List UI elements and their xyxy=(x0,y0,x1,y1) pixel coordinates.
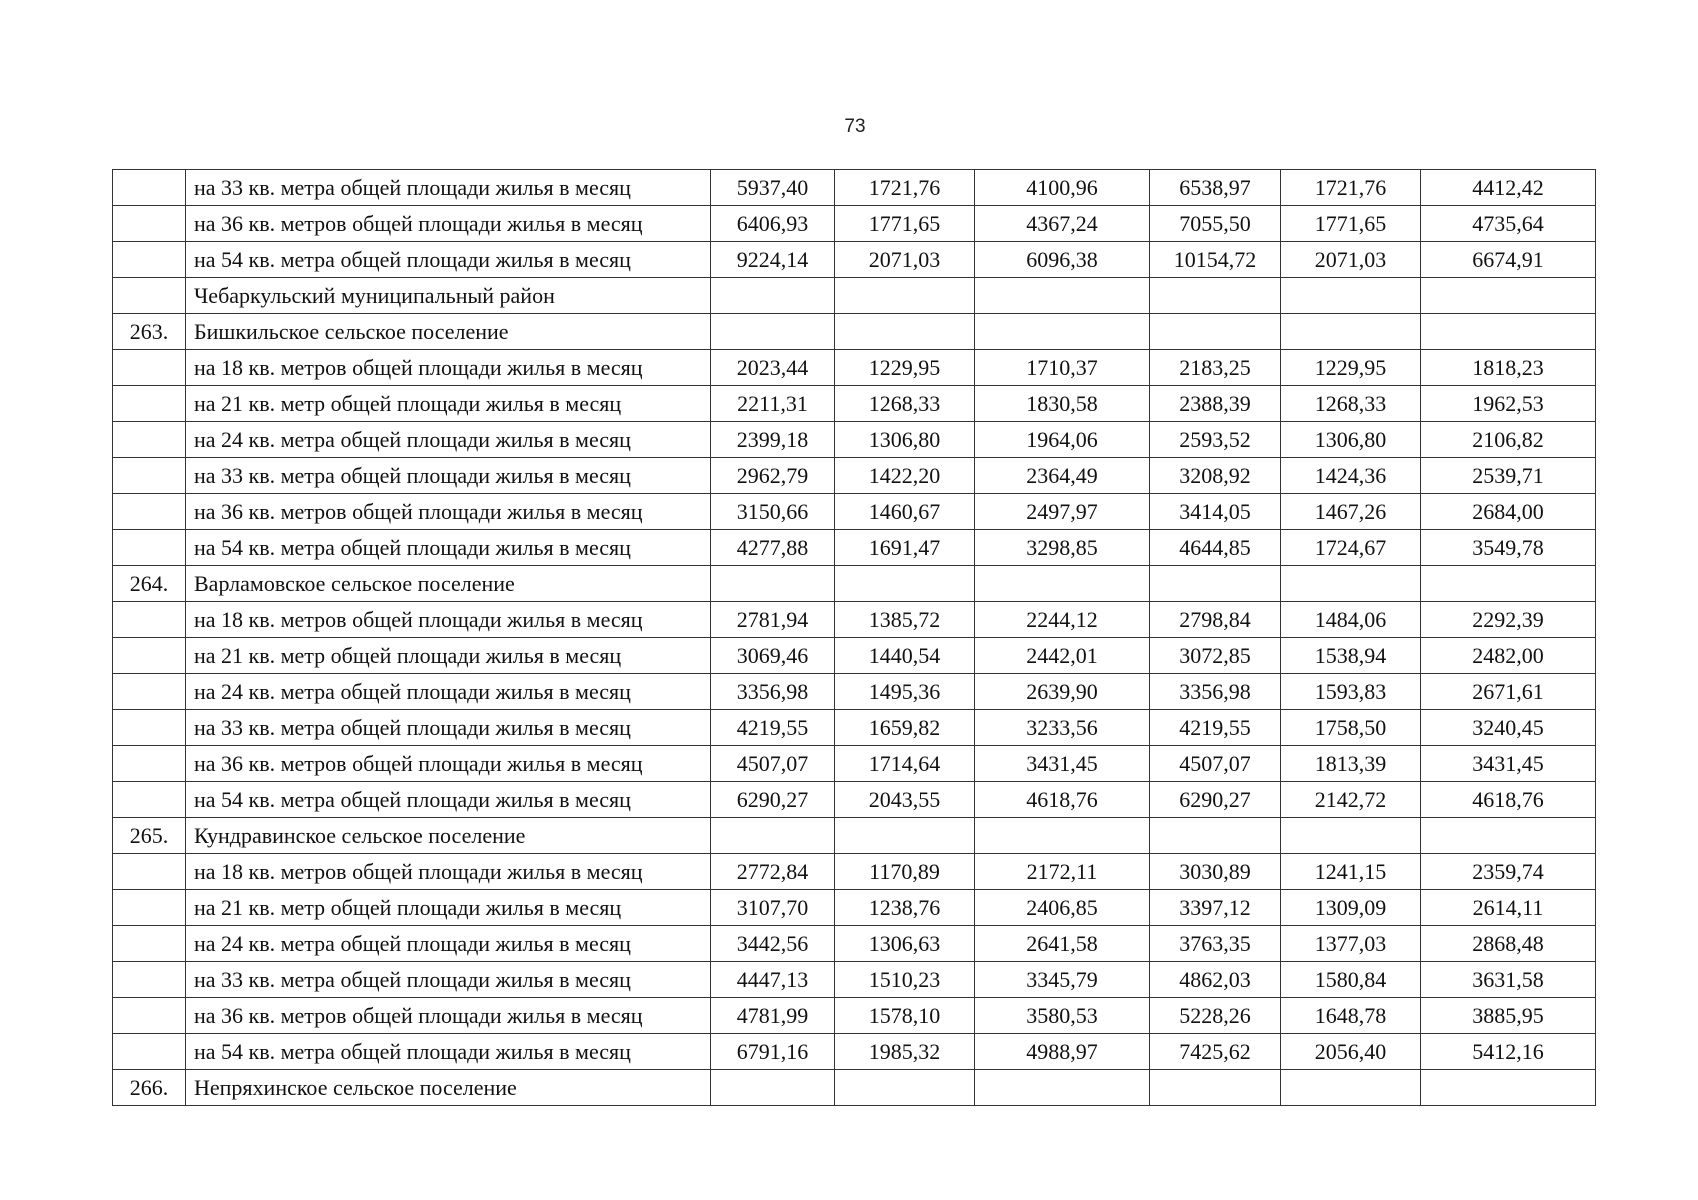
row-label-cell: на 21 кв. метр общей площади жилья в месяц xyxy=(186,638,711,674)
value-cell-5: 1580,84 xyxy=(1281,962,1421,998)
row-label-cell: Кундравинское сельское поселение xyxy=(186,818,711,854)
row-number-cell: 266. xyxy=(113,1070,186,1106)
row-label-cell: на 33 кв. метра общей площади жилья в месяц xyxy=(186,962,711,998)
table-body xyxy=(113,170,1596,1106)
value-cell-3: 2406,85 xyxy=(975,890,1150,926)
value-cell-2 xyxy=(835,566,975,602)
table-row xyxy=(113,890,1596,926)
table-row xyxy=(113,314,1596,350)
value-cell-1: 3150,66 xyxy=(711,494,835,530)
value-cell-2 xyxy=(835,818,975,854)
value-cell-1: 4507,07 xyxy=(711,746,835,782)
value-cell-3: 4618,76 xyxy=(975,782,1150,818)
value-cell-1: 6406,93 xyxy=(711,206,835,242)
table-row xyxy=(113,494,1596,530)
value-cell-5: 1306,80 xyxy=(1281,422,1421,458)
value-cell-4: 4862,03 xyxy=(1150,962,1281,998)
value-cell-5 xyxy=(1281,278,1421,314)
row-number-cell xyxy=(113,206,186,242)
value-cell-4: 6538,97 xyxy=(1150,170,1281,206)
value-cell-5: 2056,40 xyxy=(1281,1034,1421,1070)
row-label-cell: на 21 кв. метр общей площади жилья в месяц xyxy=(186,890,711,926)
value-cell-3: 1830,58 xyxy=(975,386,1150,422)
row-number-cell xyxy=(113,602,186,638)
value-cell-6: 2684,00 xyxy=(1421,494,1596,530)
row-number-cell xyxy=(113,746,186,782)
value-cell-6: 2671,61 xyxy=(1421,674,1596,710)
value-cell-2: 1495,36 xyxy=(835,674,975,710)
value-cell-4: 10154,72 xyxy=(1150,242,1281,278)
value-cell-2: 1510,23 xyxy=(835,962,975,998)
row-label-cell: на 18 кв. метров общей площади жилья в месяц xyxy=(186,854,711,890)
table-row xyxy=(113,350,1596,386)
value-cell-3: 4988,97 xyxy=(975,1034,1150,1070)
value-cell-5: 1424,36 xyxy=(1281,458,1421,494)
value-cell-5: 1309,09 xyxy=(1281,890,1421,926)
row-label-cell: на 24 кв. метра общей площади жилья в месяц xyxy=(186,926,711,962)
value-cell-1: 4447,13 xyxy=(711,962,835,998)
value-cell-2: 1268,33 xyxy=(835,386,975,422)
table-row xyxy=(113,638,1596,674)
table-row xyxy=(113,998,1596,1034)
value-cell-3: 3345,79 xyxy=(975,962,1150,998)
value-cell-6: 1818,23 xyxy=(1421,350,1596,386)
row-label-cell: на 36 кв. метров общей площади жилья в месяц xyxy=(186,746,711,782)
value-cell-6: 3885,95 xyxy=(1421,998,1596,1034)
value-cell-4 xyxy=(1150,314,1281,350)
value-cell-6: 2868,48 xyxy=(1421,926,1596,962)
page-number: 73 xyxy=(844,116,866,137)
row-number-cell xyxy=(113,962,186,998)
value-cell-4: 3030,89 xyxy=(1150,854,1281,890)
value-cell-3: 3298,85 xyxy=(975,530,1150,566)
row-number-cell xyxy=(113,674,186,710)
value-cell-1: 6791,16 xyxy=(711,1034,835,1070)
value-cell-5: 1484,06 xyxy=(1281,602,1421,638)
value-cell-4: 4644,85 xyxy=(1150,530,1281,566)
row-number-cell xyxy=(113,350,186,386)
value-cell-2: 1440,54 xyxy=(835,638,975,674)
value-cell-2 xyxy=(835,1070,975,1106)
value-cell-6: 3431,45 xyxy=(1421,746,1596,782)
value-cell-4: 7055,50 xyxy=(1150,206,1281,242)
value-cell-2 xyxy=(835,314,975,350)
value-cell-1: 3442,56 xyxy=(711,926,835,962)
row-number-cell xyxy=(113,278,186,314)
row-label-cell: Варламовское сельское поселение xyxy=(186,566,711,602)
value-cell-3: 1964,06 xyxy=(975,422,1150,458)
row-number-cell xyxy=(113,494,186,530)
value-cell-4: 6290,27 xyxy=(1150,782,1281,818)
table-row xyxy=(113,1034,1596,1070)
value-cell-6: 1962,53 xyxy=(1421,386,1596,422)
value-cell-5: 1467,26 xyxy=(1281,494,1421,530)
value-cell-3: 3233,56 xyxy=(975,710,1150,746)
value-cell-5 xyxy=(1281,818,1421,854)
value-cell-2: 1691,47 xyxy=(835,530,975,566)
table-row xyxy=(113,854,1596,890)
table-row xyxy=(113,674,1596,710)
value-cell-2: 1721,76 xyxy=(835,170,975,206)
value-cell-5: 1771,65 xyxy=(1281,206,1421,242)
value-cell-2: 1578,10 xyxy=(835,998,975,1034)
value-cell-1 xyxy=(711,314,835,350)
value-cell-5: 1229,95 xyxy=(1281,350,1421,386)
value-cell-4: 3356,98 xyxy=(1150,674,1281,710)
row-label-cell: на 54 кв. метра общей площади жилья в месяц xyxy=(186,242,711,278)
value-cell-5: 1721,76 xyxy=(1281,170,1421,206)
value-cell-3: 2497,97 xyxy=(975,494,1150,530)
value-cell-3: 2442,01 xyxy=(975,638,1150,674)
value-cell-1: 3069,46 xyxy=(711,638,835,674)
value-cell-1 xyxy=(711,566,835,602)
table-row xyxy=(113,422,1596,458)
value-cell-4: 4507,07 xyxy=(1150,746,1281,782)
value-cell-2: 1714,64 xyxy=(835,746,975,782)
value-cell-5: 2142,72 xyxy=(1281,782,1421,818)
value-cell-6: 5412,16 xyxy=(1421,1034,1596,1070)
value-cell-2: 2043,55 xyxy=(835,782,975,818)
value-cell-3: 2639,90 xyxy=(975,674,1150,710)
value-cell-3: 4367,24 xyxy=(975,206,1150,242)
value-cell-3: 2172,11 xyxy=(975,854,1150,890)
table-row xyxy=(113,530,1596,566)
row-number-cell xyxy=(113,998,186,1034)
value-cell-4: 7425,62 xyxy=(1150,1034,1281,1070)
table-row xyxy=(113,926,1596,962)
table-row xyxy=(113,710,1596,746)
value-cell-1: 9224,14 xyxy=(711,242,835,278)
value-cell-6: 2614,11 xyxy=(1421,890,1596,926)
value-cell-6 xyxy=(1421,566,1596,602)
table-row xyxy=(113,602,1596,638)
row-number-cell xyxy=(113,890,186,926)
row-label-cell: на 54 кв. метра общей площади жилья в месяц xyxy=(186,782,711,818)
row-label-cell: на 18 кв. метров общей площади жилья в месяц xyxy=(186,602,711,638)
table-row xyxy=(113,206,1596,242)
value-cell-1: 3356,98 xyxy=(711,674,835,710)
row-number-cell: 263. xyxy=(113,314,186,350)
value-cell-3: 2244,12 xyxy=(975,602,1150,638)
row-number-cell xyxy=(113,1034,186,1070)
row-label-cell: на 24 кв. метра общей площади жилья в месяц xyxy=(186,422,711,458)
value-cell-6: 2482,00 xyxy=(1421,638,1596,674)
value-cell-2: 1306,63 xyxy=(835,926,975,962)
value-cell-1: 2023,44 xyxy=(711,350,835,386)
value-cell-6: 4412,42 xyxy=(1421,170,1596,206)
value-cell-6: 2539,71 xyxy=(1421,458,1596,494)
table-row xyxy=(113,278,1596,314)
table-row xyxy=(113,1070,1596,1106)
value-cell-5: 1593,83 xyxy=(1281,674,1421,710)
value-cell-5 xyxy=(1281,1070,1421,1106)
value-cell-4 xyxy=(1150,566,1281,602)
table-row xyxy=(113,962,1596,998)
row-label-cell: Непряхинское сельское поселение xyxy=(186,1070,711,1106)
row-number-cell xyxy=(113,710,186,746)
value-cell-3: 3431,45 xyxy=(975,746,1150,782)
value-cell-5 xyxy=(1281,566,1421,602)
row-label-cell: на 21 кв. метр общей площади жилья в месяц xyxy=(186,386,711,422)
row-number-cell xyxy=(113,386,186,422)
table-row xyxy=(113,782,1596,818)
row-label-cell: на 33 кв. метра общей площади жилья в месяц xyxy=(186,170,711,206)
row-number-cell xyxy=(113,458,186,494)
value-cell-5: 1241,15 xyxy=(1281,854,1421,890)
value-cell-3 xyxy=(975,566,1150,602)
row-number-cell: 264. xyxy=(113,566,186,602)
value-cell-5: 1813,39 xyxy=(1281,746,1421,782)
value-cell-4: 3072,85 xyxy=(1150,638,1281,674)
table-row xyxy=(113,386,1596,422)
row-number-cell xyxy=(113,422,186,458)
row-label-cell: на 24 кв. метра общей площади жилья в месяц xyxy=(186,674,711,710)
value-cell-4: 2183,25 xyxy=(1150,350,1281,386)
value-cell-6 xyxy=(1421,314,1596,350)
row-label-cell: на 33 кв. метра общей площади жилья в месяц xyxy=(186,458,711,494)
value-cell-2: 1771,65 xyxy=(835,206,975,242)
value-cell-6 xyxy=(1421,278,1596,314)
value-cell-4: 3397,12 xyxy=(1150,890,1281,926)
table-row xyxy=(113,242,1596,278)
value-cell-6: 6674,91 xyxy=(1421,242,1596,278)
value-cell-3: 3580,53 xyxy=(975,998,1150,1034)
value-cell-3: 6096,38 xyxy=(975,242,1150,278)
table-row xyxy=(113,566,1596,602)
value-cell-1: 2781,94 xyxy=(711,602,835,638)
value-cell-3 xyxy=(975,818,1150,854)
value-cell-4: 3414,05 xyxy=(1150,494,1281,530)
row-label-cell: на 36 кв. метров общей площади жилья в месяц xyxy=(186,494,711,530)
value-cell-3 xyxy=(975,314,1150,350)
value-cell-3: 4100,96 xyxy=(975,170,1150,206)
value-cell-4 xyxy=(1150,1070,1281,1106)
row-label-cell: на 18 кв. метров общей площади жилья в месяц xyxy=(186,350,711,386)
value-cell-2: 1170,89 xyxy=(835,854,975,890)
value-cell-1: 5937,40 xyxy=(711,170,835,206)
value-cell-6: 4735,64 xyxy=(1421,206,1596,242)
table-row xyxy=(113,170,1596,206)
value-cell-1 xyxy=(711,278,835,314)
value-cell-4: 2388,39 xyxy=(1150,386,1281,422)
value-cell-2: 1659,82 xyxy=(835,710,975,746)
row-number-cell xyxy=(113,530,186,566)
value-cell-2: 1306,80 xyxy=(835,422,975,458)
row-number-cell xyxy=(113,782,186,818)
value-cell-5: 1758,50 xyxy=(1281,710,1421,746)
value-cell-4: 4219,55 xyxy=(1150,710,1281,746)
value-cell-4: 3763,35 xyxy=(1150,926,1281,962)
value-cell-1: 2399,18 xyxy=(711,422,835,458)
table-row xyxy=(113,458,1596,494)
value-cell-3: 2641,58 xyxy=(975,926,1150,962)
row-number-cell: 265. xyxy=(113,818,186,854)
tariff-table xyxy=(112,169,1596,1106)
value-cell-1: 2211,31 xyxy=(711,386,835,422)
value-cell-2: 1238,76 xyxy=(835,890,975,926)
value-cell-6: 2359,74 xyxy=(1421,854,1596,890)
value-cell-6 xyxy=(1421,818,1596,854)
value-cell-4: 5228,26 xyxy=(1150,998,1281,1034)
value-cell-4: 3208,92 xyxy=(1150,458,1281,494)
value-cell-1: 2962,79 xyxy=(711,458,835,494)
row-number-cell xyxy=(113,170,186,206)
value-cell-3 xyxy=(975,1070,1150,1106)
row-label-cell: на 33 кв. метра общей площади жилья в месяц xyxy=(186,710,711,746)
table-row xyxy=(113,746,1596,782)
value-cell-6: 4618,76 xyxy=(1421,782,1596,818)
value-cell-5 xyxy=(1281,314,1421,350)
value-cell-4: 2798,84 xyxy=(1150,602,1281,638)
value-cell-5: 1268,33 xyxy=(1281,386,1421,422)
value-cell-5: 1538,94 xyxy=(1281,638,1421,674)
value-cell-1: 6290,27 xyxy=(711,782,835,818)
value-cell-2: 1422,20 xyxy=(835,458,975,494)
value-cell-4: 2593,52 xyxy=(1150,422,1281,458)
value-cell-5: 1377,03 xyxy=(1281,926,1421,962)
value-cell-1: 2772,84 xyxy=(711,854,835,890)
value-cell-6: 2292,39 xyxy=(1421,602,1596,638)
table-row xyxy=(113,818,1596,854)
value-cell-1: 3107,70 xyxy=(711,890,835,926)
value-cell-2: 1229,95 xyxy=(835,350,975,386)
value-cell-2: 2071,03 xyxy=(835,242,975,278)
row-label-cell: на 54 кв. метра общей площади жилья в месяц xyxy=(186,530,711,566)
value-cell-6: 3631,58 xyxy=(1421,962,1596,998)
row-label-cell: на 36 кв. метров общей площади жилья в месяц xyxy=(186,206,711,242)
value-cell-4 xyxy=(1150,818,1281,854)
value-cell-3 xyxy=(975,278,1150,314)
value-cell-1: 4781,99 xyxy=(711,998,835,1034)
value-cell-6 xyxy=(1421,1070,1596,1106)
row-label-cell: Бишкильское сельское поселение xyxy=(186,314,711,350)
value-cell-5: 2071,03 xyxy=(1281,242,1421,278)
value-cell-5: 1724,67 xyxy=(1281,530,1421,566)
value-cell-2: 1460,67 xyxy=(835,494,975,530)
value-cell-6: 2106,82 xyxy=(1421,422,1596,458)
row-label-cell: на 54 кв. метра общей площади жилья в месяц xyxy=(186,1034,711,1070)
value-cell-1 xyxy=(711,1070,835,1106)
value-cell-4 xyxy=(1150,278,1281,314)
value-cell-3: 2364,49 xyxy=(975,458,1150,494)
value-cell-1: 4277,88 xyxy=(711,530,835,566)
value-cell-2: 1385,72 xyxy=(835,602,975,638)
value-cell-5: 1648,78 xyxy=(1281,998,1421,1034)
value-cell-1 xyxy=(711,818,835,854)
row-number-cell xyxy=(113,854,186,890)
row-label-cell: на 36 кв. метров общей площади жилья в месяц xyxy=(186,998,711,1034)
value-cell-3: 1710,37 xyxy=(975,350,1150,386)
row-number-cell xyxy=(113,926,186,962)
value-cell-1: 4219,55 xyxy=(711,710,835,746)
value-cell-2 xyxy=(835,278,975,314)
row-label-cell: Чебаркульский муниципальный район xyxy=(186,278,711,314)
value-cell-2: 1985,32 xyxy=(835,1034,975,1070)
row-number-cell xyxy=(113,242,186,278)
value-cell-6: 3549,78 xyxy=(1421,530,1596,566)
row-number-cell xyxy=(113,638,186,674)
value-cell-6: 3240,45 xyxy=(1421,710,1596,746)
